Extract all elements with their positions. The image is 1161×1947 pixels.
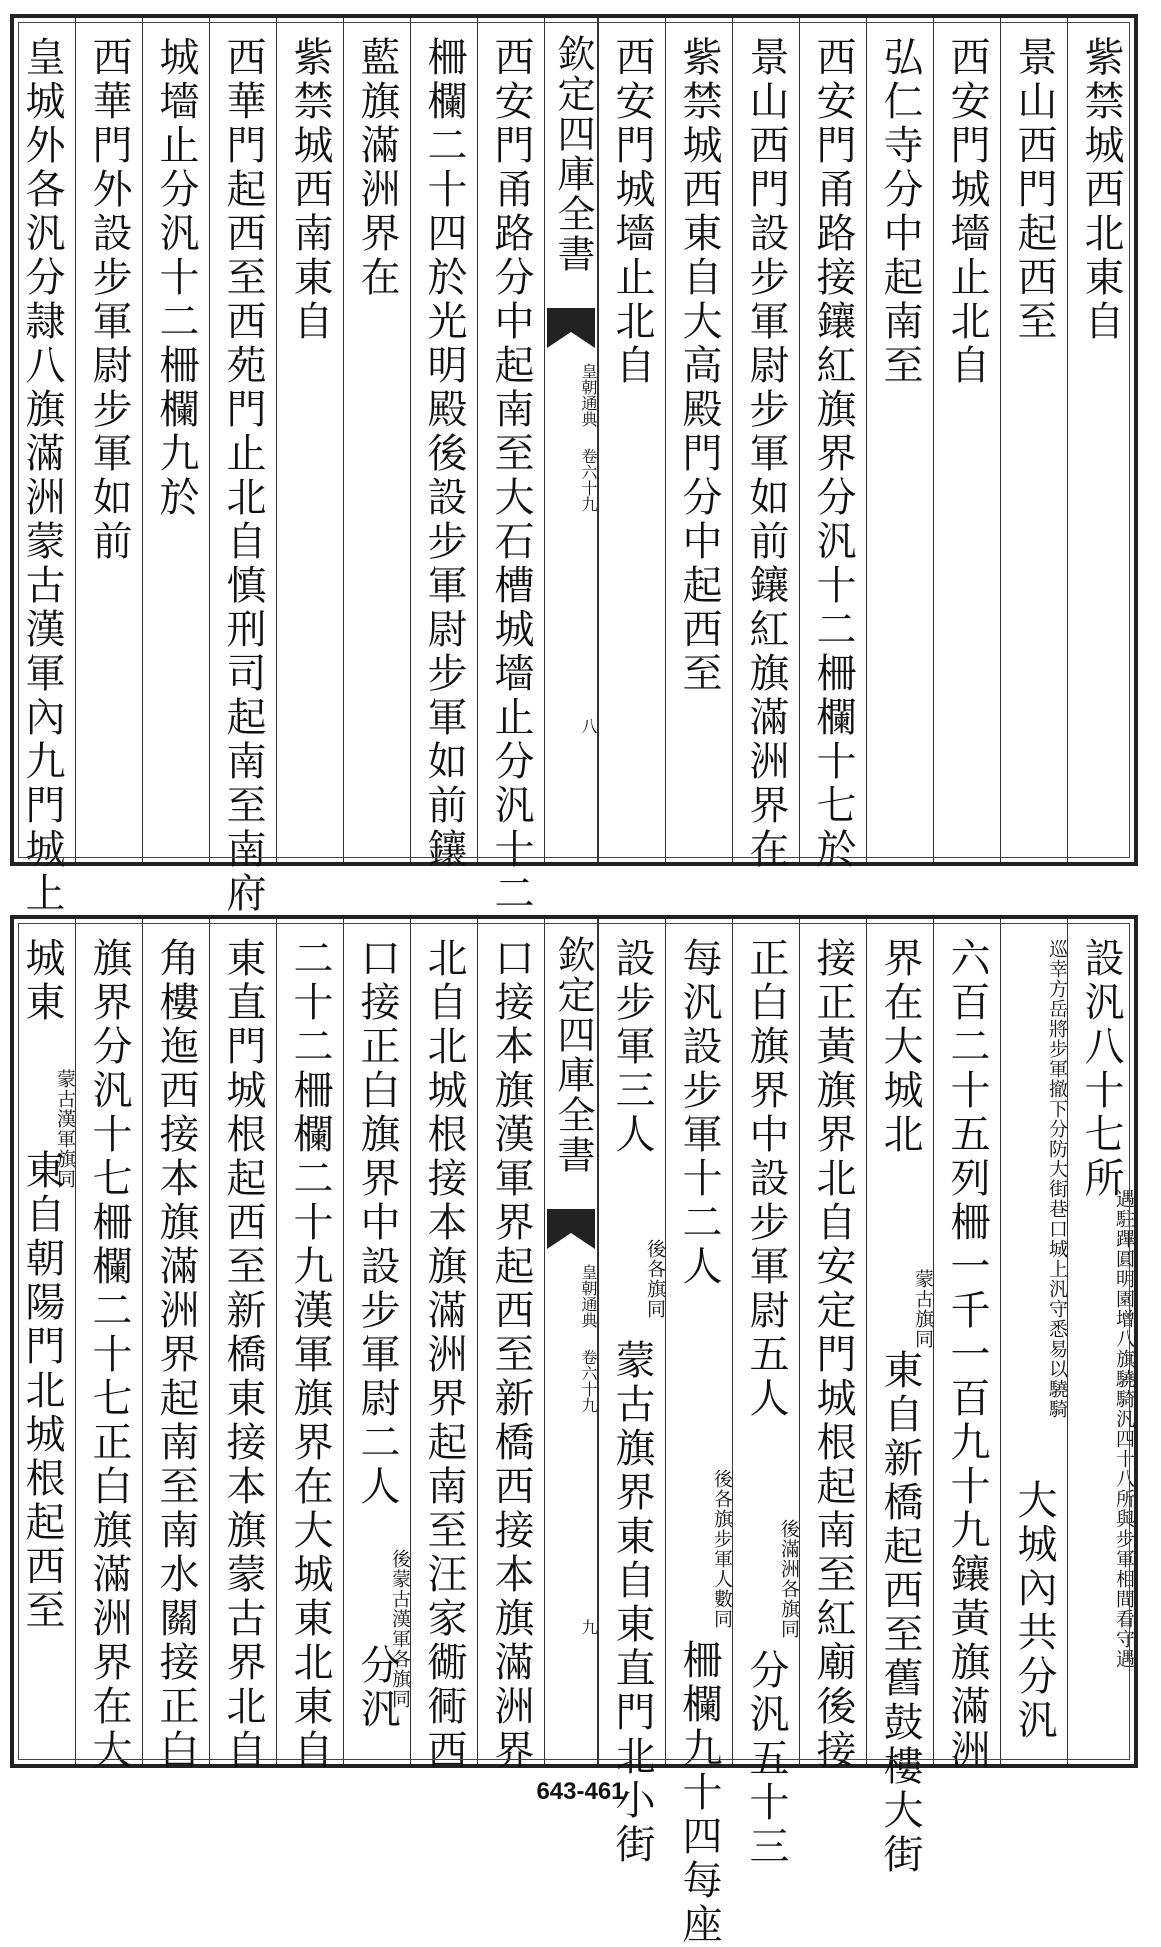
text-column (343, 919, 410, 1764)
column-note: 後滿洲各旗同 (778, 1519, 800, 1639)
column-text: 城墻止分汎十二柵欄九於 (153, 36, 199, 520)
column-note: 遇駐蹕圓明園增八旗驍騎汎四十八所與步軍相間看守遇 (1113, 1189, 1135, 1669)
fishtail-mark (547, 308, 595, 348)
text-column (732, 18, 799, 872)
column-text: 六百二十五列柵一千一百九十九鑲黃旗滿洲 (944, 937, 990, 1773)
sub-title: 皇朝通典 (579, 363, 598, 427)
column-note: 巡幸方岳將步軍撤下分防大街巷口城上汎守悉易以驍騎 (1046, 939, 1068, 1419)
book-title: 欽定四庫全書 (551, 935, 595, 1175)
column-note: 後各旗步軍人數同 (711, 1469, 733, 1629)
column-text: 景山西門設步軍尉步軍如前鑲紅旗滿洲界在 (743, 36, 789, 872)
column-text: 北自北城根接本旗滿洲界起南至汪家衚衕西 (421, 937, 467, 1773)
text-column (209, 18, 276, 916)
column-text: 紫禁城西南東自 (287, 36, 333, 344)
column-text: 東自朝陽門北城根起西至 (19, 1149, 65, 1633)
column-text: 角樓迤西接本旗滿洲界起南至南水關接正白 (153, 937, 199, 1773)
column-text: 大城內共分汎 (1011, 1479, 1057, 1743)
text-column (866, 919, 934, 1877)
column-note: 蒙古漢軍旗同 (54, 1069, 76, 1189)
column-text: 西安門甬路接鑲紅旗界分汎十二柵欄十七於 (810, 36, 856, 872)
column-text: 口接本旗漢軍界起西至新橋西接本旗滿洲界 (488, 937, 534, 1773)
text-column (410, 919, 477, 1773)
column-text: 柵欄二十四於光明殿後設步軍尉步軍如前鑲 (421, 36, 467, 872)
text-column (799, 18, 866, 872)
column-text: 接正黃旗界北自安定門城根起南至紅廟後接 (810, 937, 856, 1773)
text-column (276, 18, 343, 862)
column-text: 設汎八十七所 (1078, 937, 1124, 1201)
column-text: 分汎五十三 (743, 1649, 789, 1869)
text-column (142, 18, 209, 862)
top-page-frame (10, 14, 1138, 916)
volume-label: 卷六十九 (579, 448, 598, 512)
text-column (142, 919, 209, 1773)
column-text: 分汎 (354, 1644, 400, 1732)
text-column (598, 919, 666, 1867)
text-column (866, 18, 933, 862)
column-note: 蒙古旗同 (912, 1269, 934, 1349)
text-column (75, 18, 142, 862)
folio-number: 九 (579, 1619, 598, 1635)
column-text: 西華門外設步軍尉步軍如前 (86, 36, 132, 564)
column-text: 蒙古旗界東自東直門北小街 (609, 1339, 655, 1867)
text-column (665, 919, 733, 1947)
text-column (14, 919, 75, 1764)
column-text: 城東 (19, 937, 65, 1025)
text-column (933, 18, 1000, 862)
text-column (933, 919, 1000, 1773)
column-text: 東直門城根起西至新橋東接本旗蒙古界北自 (220, 937, 266, 1773)
text-column (477, 919, 544, 1773)
column-note: 後蒙古漢軍各旗同 (389, 1549, 411, 1709)
column-text: 二十二柵欄二十九漢軍旗界在大城東北東自 (287, 937, 333, 1773)
text-column (732, 919, 800, 1869)
text-column (799, 919, 866, 1773)
page-number: 643-461 (536, 1778, 625, 1805)
column-text: 口接正白旗界中設步軍尉二人 (354, 937, 400, 1509)
column-text: 紫禁城西北東自 (1078, 36, 1124, 344)
column-text: 弘仁寺分中起南至 (877, 36, 923, 388)
text-column (1000, 919, 1067, 1764)
text-column (598, 18, 665, 862)
column-text: 西安門甬路分中起南至大石槽城墻止分汎十二 (488, 36, 534, 916)
column-text: 設步軍三人 (609, 937, 655, 1157)
column-text: 旗界分汎十七柵欄二十七正白旗滿洲界在大 (86, 937, 132, 1773)
text-column (209, 919, 276, 1773)
text-column (477, 18, 544, 916)
column-note: 後各旗同 (644, 1239, 666, 1319)
sub-title: 皇朝通典 (579, 1264, 598, 1328)
text-column (1067, 18, 1134, 862)
column-text: 柵欄九十四每座 (676, 1639, 722, 1947)
column-text: 正白旗界中設步軍尉五人 (743, 937, 789, 1421)
column-text: 紫禁城西東自大高殿門分中起西至 (676, 36, 722, 696)
column-text: 景山西門起西至 (1011, 36, 1057, 344)
column-text: 西華門起西至西苑門止北自慎刑司起南至南府 (220, 36, 266, 916)
text-column (1067, 919, 1134, 1764)
column-text: 東自新橋起西至舊鼓樓大街 (877, 1349, 923, 1877)
text-column (343, 18, 410, 862)
folio-number: 八 (579, 718, 598, 734)
center-spine (544, 919, 598, 1764)
column-text: 藍旗滿洲界在 (354, 36, 400, 300)
text-column (410, 18, 477, 872)
column-text: 皇城外各汎分隷八旗滿洲蒙古漢軍內九門城上 (19, 36, 65, 916)
column-text: 每汎設步軍十二人 (676, 937, 722, 1289)
volume-label: 卷六十九 (579, 1349, 598, 1413)
fishtail-mark (547, 1209, 595, 1249)
text-column (276, 919, 343, 1773)
book-title: 欽定四庫全書 (551, 34, 595, 274)
text-column (14, 18, 75, 916)
column-text: 西安門城墻止北自 (944, 36, 990, 388)
column-text: 界在大城北 (877, 937, 923, 1157)
column-text: 西安門城墻止北自 (609, 36, 655, 388)
center-spine (544, 18, 598, 862)
text-column (1000, 18, 1067, 862)
text-column (665, 18, 732, 862)
text-column (75, 919, 142, 1773)
